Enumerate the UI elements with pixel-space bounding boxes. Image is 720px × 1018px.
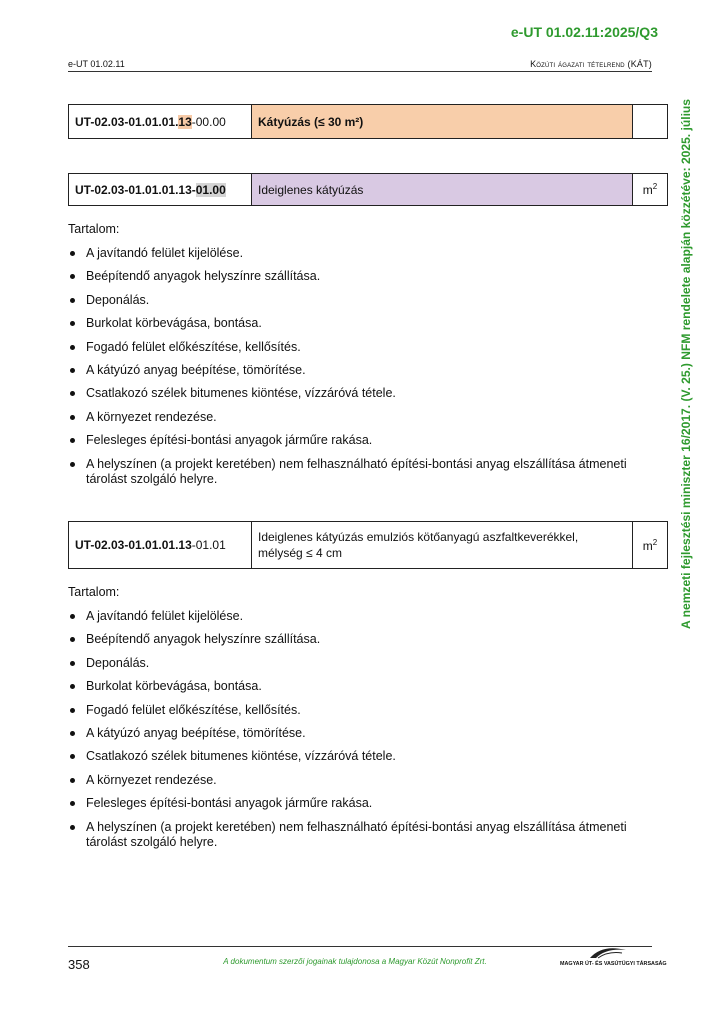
list-item: Felesleges építési-bontási anyagok járműre rakása. — [68, 796, 628, 811]
item-name: Kátyúzás (≤ 30 m²) — [252, 105, 633, 139]
code-main: UT-02.03-01.01.01.13 — [75, 538, 192, 552]
society-logo — [560, 946, 667, 970]
item-name: Ideiglenes kátyúzás emulziós kötőanyagú aszfaltkeverékkel, mélység ≤ 4 cm — [252, 522, 633, 569]
footer-copyright: A dokumentum szerzői jogainak tulajdonosa a Magyar Közút Nonprofit Zrt. — [223, 957, 487, 966]
section-label: Tartalom: — [68, 585, 120, 599]
unit-base: m — [642, 183, 653, 197]
item-unit — [633, 105, 668, 139]
logo-swoosh-icon — [588, 946, 628, 960]
code-main: UT-02.03-01.01.01. — [75, 114, 179, 129]
side-publication-note — [677, 97, 695, 629]
item-table-ideiglenes — [68, 173, 668, 206]
list-item: Deponálás. — [68, 293, 628, 308]
list-item: Fogadó felület előkészítése, kellősítés. — [68, 703, 628, 718]
list-item: A környezet rendezése. — [68, 773, 628, 788]
item-code — [69, 174, 252, 206]
code-tail: -00.00 — [191, 114, 226, 129]
item-code — [69, 522, 252, 569]
content-list-a — [68, 246, 628, 495]
item-unit — [633, 522, 668, 569]
code-highlight: 13 — [178, 114, 192, 129]
item-table-katyuzas — [68, 104, 668, 139]
list-item: A helyszínen (a projekt keretében) nem felhasználható építési-bontási anyag elszállítása átmeneti tárolást szolgáló helyre. — [68, 820, 628, 850]
unit-sup: 2 — [652, 182, 658, 191]
header-left: e-UT 01.02.11 — [68, 59, 125, 69]
side-note-text: A nemzeti fejlesztési miniszter 16/2017. (V. 25.) NFM rendelete alapján közzétéve: 2025. július — [681, 123, 693, 629]
code-tail: -01.01 — [191, 538, 226, 552]
list-item: Beépítendő anyagok helyszínre szállítása. — [68, 269, 628, 284]
logo-text: MAGYAR ÚT- ÉS VASÚTÜGYI TÁRSASÁG — [560, 961, 667, 967]
page-number: 358 — [68, 957, 90, 972]
content-list-b — [68, 609, 628, 858]
section-label: Tartalom: — [68, 222, 120, 236]
list-item: Burkolat körbevágása, bontása. — [68, 679, 628, 694]
list-item: Beépítendő anyagok helyszínre szállítása. — [68, 632, 628, 647]
header-divider — [68, 71, 652, 72]
unit-base: m — [642, 538, 653, 553]
item-table-emulzios — [68, 521, 668, 569]
list-item: Fogadó felület előkészítése, kellősítés. — [68, 340, 628, 355]
list-item: A helyszínen (a projekt keretében) nem felhasználható építési-bontási anyag elszállítása átmeneti tárolást szolgáló helyre. — [68, 457, 628, 487]
document-code: e-UT 01.02.11:2025/Q3 — [510, 24, 658, 40]
code-main: UT-02.03-01.01.01.13- — [75, 182, 196, 197]
item-code — [69, 105, 252, 139]
header-right: Közúti ágazati tételrend (KÁT) — [530, 59, 652, 69]
list-item: A kátyúzó anyag beépítése, tömörítése. — [68, 363, 628, 378]
list-item: A javítandó felület kijelölése. — [68, 246, 628, 261]
item-unit — [633, 174, 668, 206]
list-item: A környezet rendezése. — [68, 410, 628, 425]
list-item: A javítandó felület kijelölése. — [68, 609, 628, 624]
item-name: Ideiglenes kátyúzás — [252, 174, 633, 206]
code-highlight: 01.00 — [195, 182, 226, 197]
list-item: Burkolat körbevágása, bontása. — [68, 316, 628, 331]
list-item: Deponálás. — [68, 656, 628, 671]
list-item: Felesleges építési-bontási anyagok járműre rakása. — [68, 433, 628, 448]
list-item: Csatlakozó szélek bitumenes kiöntése, vízzáróvá tétele. — [68, 749, 628, 764]
list-item: Csatlakozó szélek bitumenes kiöntése, vízzáróvá tétele. — [68, 386, 628, 401]
list-item: A kátyúzó anyag beépítése, tömörítése. — [68, 726, 628, 741]
unit-sup: 2 — [652, 537, 658, 547]
